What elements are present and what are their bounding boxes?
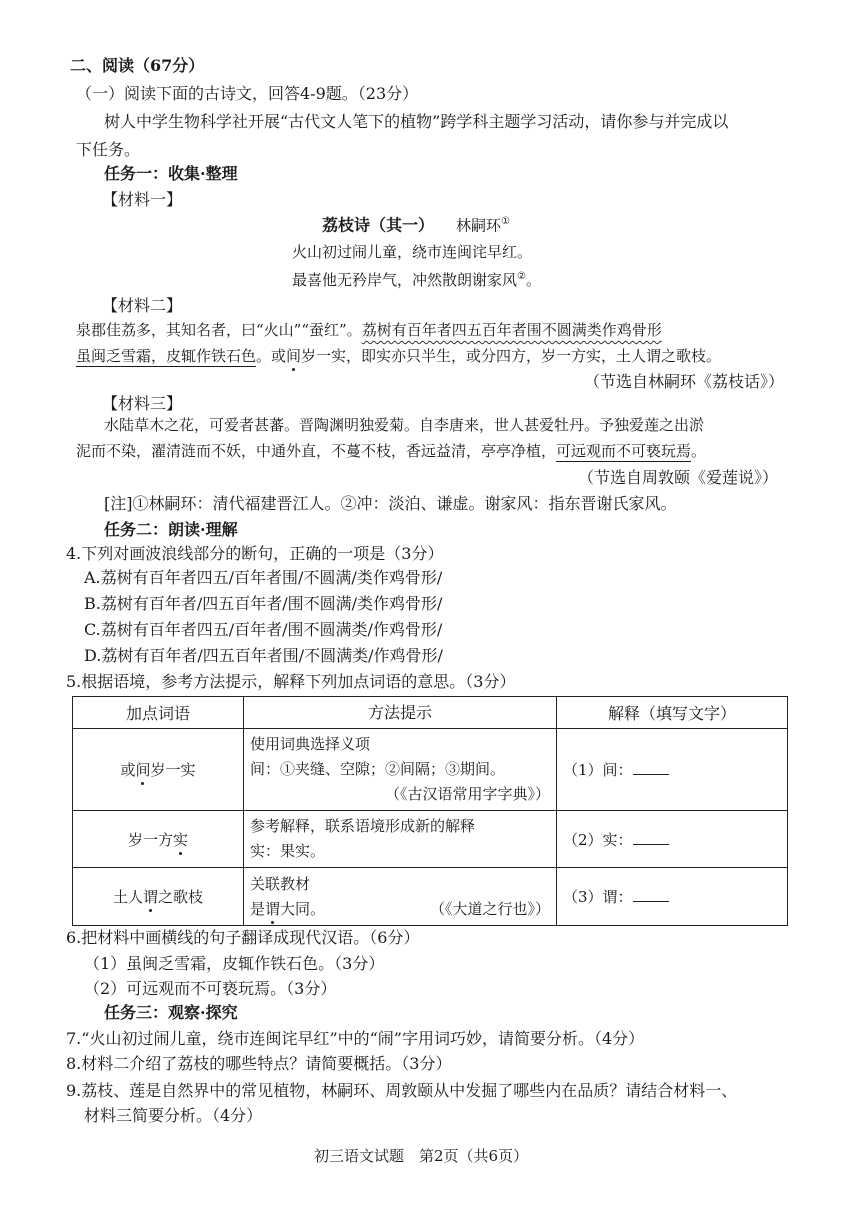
q8: 8.材料二介绍了荔枝的哪些特点？请简要概括。（3分） [66, 1054, 452, 1073]
hint-line: 关联教材 [250, 874, 311, 893]
q5-table [72, 696, 788, 926]
hint-source: （《大道之行也》） [429, 899, 550, 918]
hint-line: 是谓大同。 （《大道之行也》） [250, 897, 550, 922]
poem-line-2-text: 最喜他无矜岸气，冲然散朗谢家风 [292, 271, 518, 289]
q5-stem: 5.根据语境，参考方法提示，解释下列加点词语的意思。（3分） [66, 672, 516, 691]
q5-word-1: 或间岁一实 [73, 729, 244, 811]
material2-text-a: 。或 [256, 347, 287, 365]
dotted-word: 谓 [142, 888, 158, 906]
hint-line: 使用词典选择义项 [250, 735, 371, 753]
wavy-underlined-text: 荔树有百年者四五百年者围不圆满类作鸡骨形 [361, 321, 662, 339]
dotted-word-jian: 间 [286, 347, 302, 365]
dotted-word: 谓 [265, 899, 281, 918]
q4-stem: 4.下列对画波浪线部分的断句，正确的一项是（3分） [66, 544, 444, 563]
q6-sentence-2: （2）可远观而不可亵玩焉。（3分） [84, 979, 337, 998]
poem-line-1: 火山初过闹儿童，绕市连闽诧早红。 [292, 243, 533, 261]
hint-source: （《古汉语常用字字典》） [384, 785, 550, 803]
material3-line-2 [76, 444, 706, 459]
q7: 7.“火山初过闹儿童，绕市连闽诧早红”中的“闹”字用词巧妙，请简要分析。（4分） [66, 1029, 645, 1048]
dotted-word: 间 [135, 761, 151, 779]
answer-blank-3[interactable] [633, 889, 669, 902]
poem-line-2-end: 。 [525, 271, 541, 289]
q4-option-c: C.荔树有百年者四五/百年者/围不圆满类/作鸡骨形/ [84, 620, 443, 639]
q5-header-row [73, 697, 788, 729]
q5-answer-1: （1）间： [557, 729, 788, 811]
task3-title: 任务三：观察·探究 [104, 1003, 238, 1022]
material2-line-2 [76, 349, 721, 364]
q4-option-b: B.荔树有百年者/四五百年者/围不圆满/类作鸡骨形/ [84, 594, 443, 613]
q5-word-3: 土人谓之歌枝 [73, 868, 244, 926]
q9-line-1: 9.荔枝、莲是自然界中的常见植物，林嗣环、周敦颐从中发掘了哪些内在品质？请结合材料一、 [66, 1081, 738, 1100]
q9-line-2: 材料三简要分析。（4分） [84, 1106, 263, 1125]
hint-line: 参考解释，联系语境形成新的解释 [250, 817, 476, 835]
table-row [73, 811, 788, 868]
header-word: 加点词语 [73, 697, 244, 729]
page-footer: 初三语文试题 第2页（共6页） [314, 1147, 529, 1165]
note-mark-1: ① [501, 216, 510, 227]
q5-answer-3: （3）谓： [557, 868, 788, 926]
hint-line: 间：①夹缝、空隙；②间隔；③期间。 [250, 760, 506, 778]
q6-sentence-1: （1）虽闽乏雪霜，皮辄作铁石色。（3分） [84, 954, 385, 973]
notes: [注]①林嗣环：清代福建晋江人。②冲：淡泊、谦虚。谢家风：指东晋谢氏家风。 [104, 494, 677, 513]
section-title: 二、阅读（67分） [70, 56, 205, 75]
material3-label: 【材料三】 [102, 394, 183, 413]
material2-line-1 [76, 323, 662, 338]
task2-title: 任务二：朗读·理解 [104, 520, 238, 539]
intro-line-2: 下任务。 [76, 140, 141, 159]
header-answer: 解释（填写文字） [557, 697, 788, 729]
material2-plain: 泉郡佳荔多，其知名者，曰“火山”“蚕红”。 [76, 321, 362, 339]
part-heading: （一）阅读下面的古诗文，回答4-9题。（23分） [76, 84, 419, 103]
table-row [73, 868, 788, 926]
poem-title-line [322, 217, 510, 233]
hint-line: 实：果实。 [250, 842, 326, 860]
material3-end: 。 [691, 442, 707, 460]
header-method: 方法提示 [244, 697, 557, 729]
answer-blank-1[interactable] [633, 762, 669, 775]
poem-author: 林嗣环 [456, 216, 502, 235]
answer-blank-2[interactable] [633, 832, 669, 845]
q5-answer-2: （2）实： [557, 811, 788, 868]
material3-line-1: 水陆草木之花，可爱者甚蕃。晋陶渊明独爱菊。自李唐来，世人甚爱牡丹。予独爱莲之出淤 [104, 416, 705, 434]
q6-stem: 6.把材料中画横线的句子翻译成现代汉语。（6分） [66, 928, 420, 947]
poem-title: 荔枝诗（其一） [322, 215, 435, 235]
underlined-sentence-2: 可远观而不可亵玩焉 [556, 442, 692, 460]
dotted-word: 实 [173, 830, 189, 849]
q5-hint-3 [244, 868, 557, 926]
material2-label: 【材料二】 [102, 296, 183, 315]
material2-source: （节选自林嗣环《荔枝话》） [584, 372, 785, 391]
q4-option-d: D.荔树有百年者/四五百年者围/不圆满类/作鸡骨形/ [84, 646, 443, 665]
poem-line-2 [292, 272, 541, 288]
task1-title: 任务一：收集·整理 [104, 164, 238, 183]
intro-line-1: 树人中学生物科学社开展“古代文人笔下的植物”跨学科主题学习活动，请你参与并完成以 [104, 112, 729, 131]
q5-word-2: 岁一方实 [73, 811, 244, 868]
table-row [73, 729, 788, 811]
material1-label: 【材料一】 [102, 190, 183, 209]
material2-text-b: 岁一实，即实亦只半生，或分四方，岁一方实，土人谓之歌枝。 [301, 347, 722, 365]
material3-plain: 泥而不染，濯清涟而不妖，中通外直，不蔓不枝，香远益清，亭亭净植， [76, 442, 557, 460]
underlined-sentence-1: 虽闽乏雪霜，皮辄作铁石色 [76, 347, 257, 365]
material3-source: （节选自周敦颐《爱莲说》） [578, 468, 779, 487]
q4-option-a: A.荔树有百年者四五/百年者围/不圆满/类作鸡骨形/ [84, 568, 443, 587]
q5-hint-1 [244, 729, 557, 811]
q5-hint-2 [244, 811, 557, 868]
note-mark-2: ② [517, 271, 526, 282]
